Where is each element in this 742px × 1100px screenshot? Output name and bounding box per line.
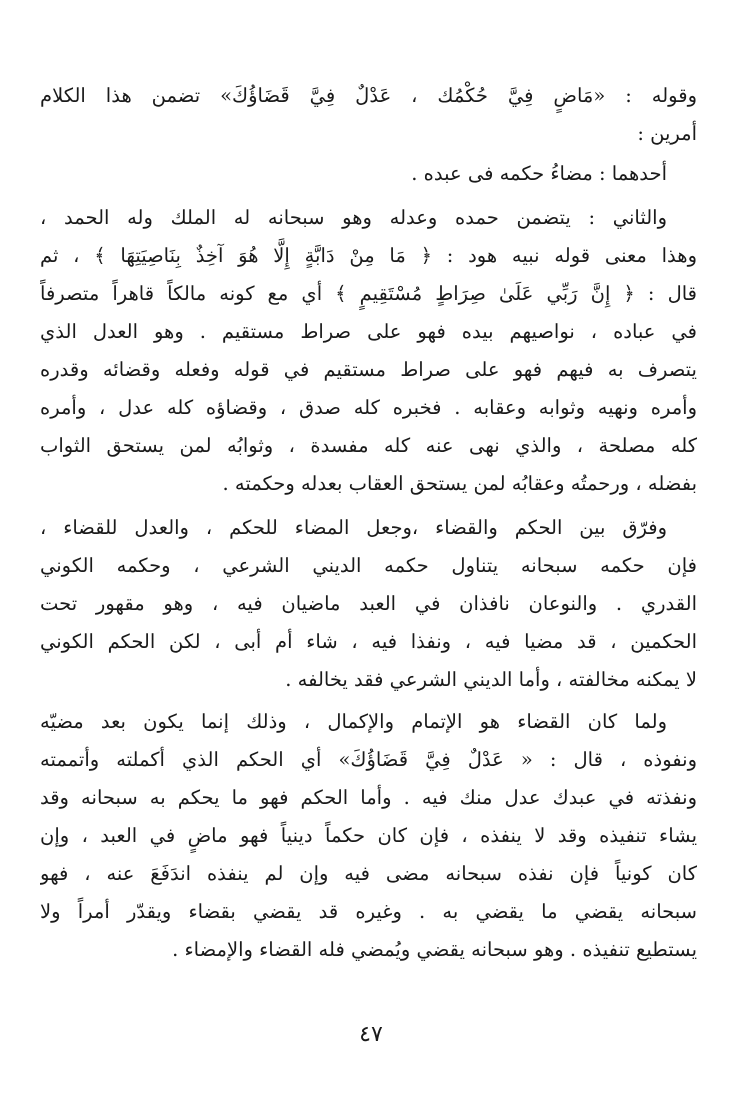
text-line: سبحانه يقضي ما يقضي به . وغيره قد يقضي بقضاء ويقدّر أمراً ولا — [40, 900, 697, 923]
text-line: أحدهما : مضاءُ حكمه فى عبده . — [411, 162, 667, 185]
text-line: أمرين : — [637, 122, 697, 145]
text-line: فإن حكمه سبحانه يتناول حكمه الديني الشرعي ، وحكمه الكوني — [40, 554, 697, 577]
text-line: الحكمين ، قد مضيا فيه ، ونفذا فيه ، شاء أم أبى ، لكن الحكم الكوني — [40, 630, 697, 653]
page-body — [40, 78, 697, 1038]
text-line: ونفوذه ، قال : « عَدْلٌ فِيَّ قَضَاؤُكَ» أي الحكم الذي أكملته وأتممته — [40, 748, 697, 771]
text-line: قال : ﴿ إِنَّ رَبِّي عَلَىٰ صِرَاطٍ مُسْتَقِيمٍ ﴾ أي مع كونه مالكاً قاهراً متصرفاً — [40, 282, 697, 305]
text-line: كله مصلحة ، والذي نهى عنه كله مفسدة ، وثوابُه لمن يستحق الثواب — [40, 434, 697, 457]
text-line: يستطيع تنفيذه . وهو سبحانه يقضي ويُمضي فله القضاء والإمضاء . — [172, 938, 697, 961]
text-line: ولما كان القضاء هو الإتمام والإكمال ، وذلك إنما يكون بعد مضيّه — [40, 710, 667, 733]
text-line: في عباده ، نواصيهم بيده فهو على صراط مستقيم . وهو العدل الذي — [40, 320, 697, 343]
text-line: ونفذته في عبدك عدل منك فيه . وأما الحكم فهو ما يحكم به سبحانه وقد — [40, 786, 697, 809]
text-line: وفرّق بين الحكم والقضاء ،وجعل المضاء للحكم ، والعدل للقضاء ، — [40, 516, 667, 539]
text-line: والثاني : يتضمن حمده وعدله وهو سبحانه له الملك وله الحمد ، — [40, 206, 667, 229]
text-line: يتصرف به فيهم فهو على صراط مستقيم في قوله وفعله وقضائه وقدره — [40, 358, 697, 381]
text-line: يشاء تنفيذه وقد لا ينفذه ، فإن كان حكماً دينياً فهو ماضٍ في العبد ، وإن — [40, 824, 697, 847]
page-number: ٤٧ — [359, 1022, 383, 1047]
text-line: وقوله : «مَاضٍ فِيَّ حُكْمُك ، عَدْلٌ فِيَّ قَضَاؤُكَ» تضمن هذا الكلام — [40, 84, 697, 107]
text-line: وهذا معنى قوله نبيه هود : ﴿ مَا مِنْ دَابَّةٍ إِلَّا هُوَ آخِذٌ بِنَاصِيَتِهَا ﴾ ، ثم — [40, 244, 697, 267]
text-line: القدري . والنوعان نافذان في العبد ماضيان فيه ، وهو مقهور تحت — [40, 592, 697, 615]
text-line: لا يمكنه مخالفته ، وأما الديني الشرعي فقد يخالفه . — [285, 668, 697, 691]
text-line: وأمره ونهيه وثوابه وعقابه . فخبره كله صدق ، وقضاؤه كله عدل ، وأمره — [40, 396, 697, 419]
text-line: كان كونياً فإن نفذه سبحانه مضى فيه وإن لم ينفذه اندَفَعَ عنه ، فهو — [40, 862, 697, 885]
text-line: بفضله ، ورحمتُه وعقابُه لمن يستحق العقاب بعدله وحكمته . — [222, 472, 697, 495]
